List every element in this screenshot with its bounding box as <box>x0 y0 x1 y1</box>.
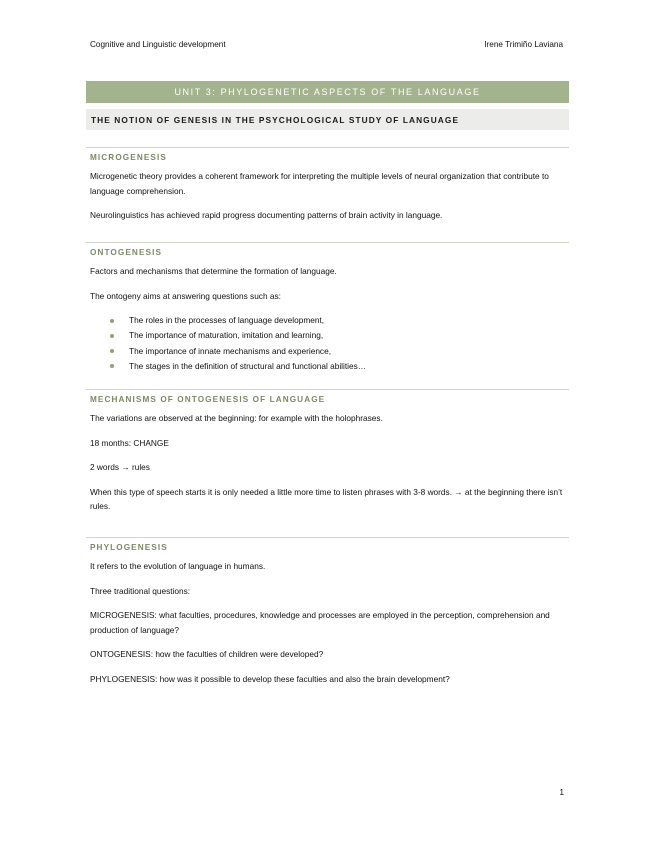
paragraph: 2 words → rules <box>90 462 150 472</box>
unit-title-bar <box>86 81 569 103</box>
header-author: Irene Trimiño Laviana <box>484 40 563 49</box>
list-item: The roles in the processes of language development, <box>110 313 569 328</box>
header-course-title: Cognitive and Linguistic development <box>90 40 226 49</box>
section-heading: MECHANISMS OF ONTOGENESIS OF LANGUAGE <box>86 389 569 404</box>
paragraph: When this type of speech starts it is only needed a little more time to listen phrases with 3-8 words. → at the beginning there isn’t rules. <box>90 486 563 511</box>
section-phylogenesis <box>86 537 569 686</box>
bullet-list <box>86 313 569 374</box>
section-ontogenesis <box>86 242 569 374</box>
subtitle: THE NOTION OF GENESIS IN THE PSYCHOLOGICAL STUDY OF LANGUAGE <box>91 114 460 125</box>
list-item: The stages in the definition of structural and functional abilities… <box>110 359 569 374</box>
paragraph: PHYLOGENESIS: how was it possible to develop these faculties and also the brain development? <box>90 673 450 684</box>
paragraph: Factors and mechanisms that determine the formation of language. <box>90 266 337 276</box>
unit-title: UNIT 3: PHYLOGENETIC ASPECTS OF THE LANGUAGE <box>174 87 481 97</box>
paragraph: The variations are observed at the beginning: for example with the holophrases. <box>90 413 383 423</box>
section-heading: ONTOGENESIS <box>86 242 569 257</box>
list-item: The importance of innate mechanisms and experience, <box>110 344 569 359</box>
section-heading: PHYLOGENESIS <box>86 537 569 552</box>
paragraph: MICROGENESIS: what faculties, procedures, knowledge and processes are employed in the perception, comprehension and production of language? <box>90 610 550 635</box>
subtitle-bar <box>86 109 569 130</box>
section-microgenesis <box>86 147 569 223</box>
paragraph: Microgenetic theory provides a coherent framework for interpreting the multiple levels of neural organization that contribute to language comprehension. <box>90 171 549 196</box>
list-item: The importance of maturation, imitation and learning, <box>110 328 569 343</box>
page-number: 1 <box>559 787 564 797</box>
section-heading: MICROGENESIS <box>86 147 569 162</box>
section-mechanisms <box>86 389 569 514</box>
paragraph: The ontogeny aims at answering questions such as: <box>90 290 281 301</box>
paragraph: It refers to the evolution of language in humans. <box>90 561 266 571</box>
paragraph: Three traditional questions: <box>90 585 191 596</box>
paragraph: ONTOGENESIS: how the faculties of children were developed? <box>90 649 324 659</box>
paragraph: 18 months: CHANGE <box>90 437 169 448</box>
paragraph: Neurolinguistics has achieved rapid progress documenting patterns of brain activity in language. <box>90 210 443 220</box>
